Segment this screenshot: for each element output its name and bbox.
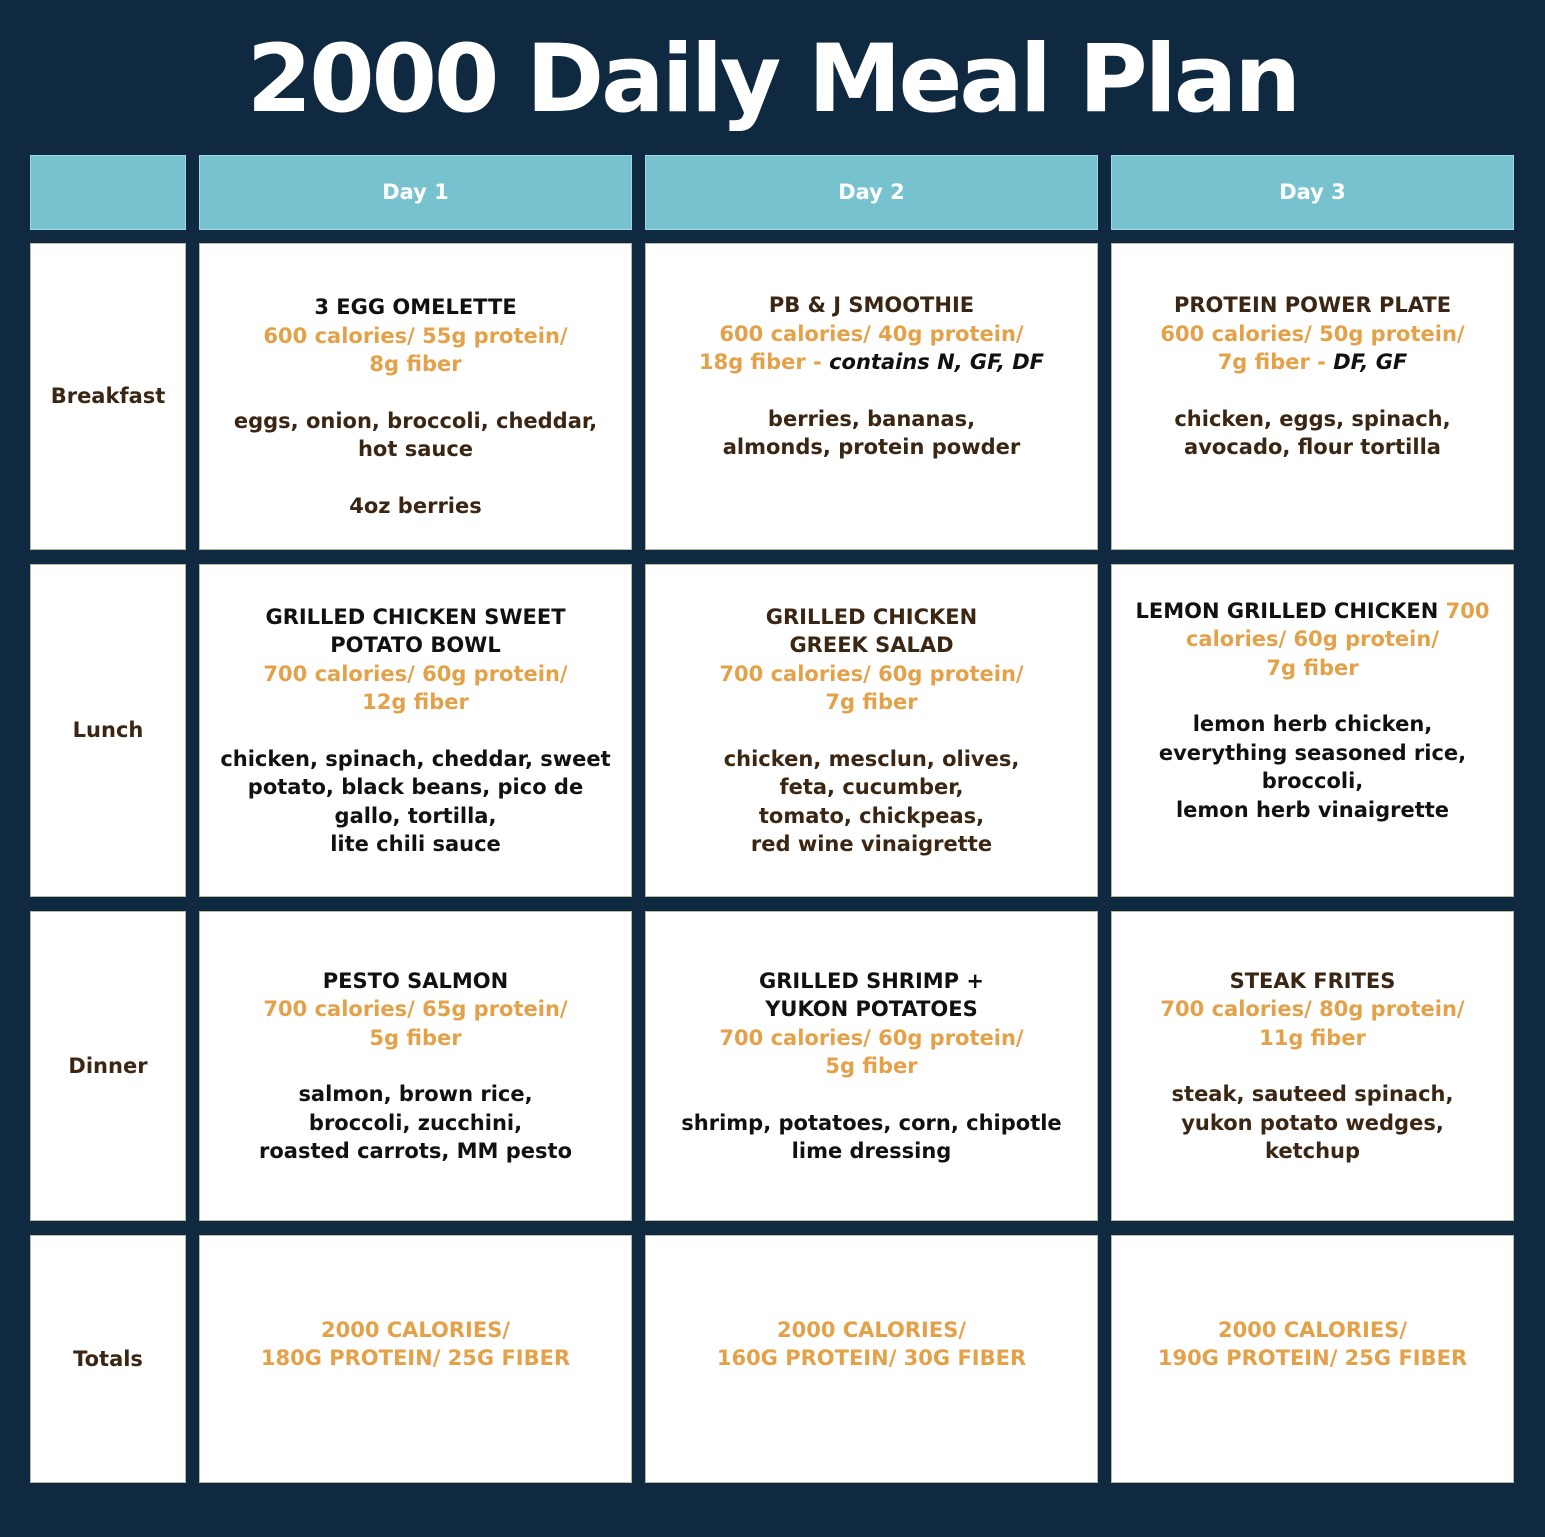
meal-ingredients-line: chicken, eggs, spinach, [1174,406,1451,431]
header-day-2 [645,155,1098,230]
meal-ingredients-line: ketchup [1264,1139,1361,1163]
meal-ingredients-line: lemon herb chicken, [1192,712,1433,737]
header-day-3-label: Day 3 [1279,180,1346,205]
totals-day-1-cell [199,1235,632,1483]
meal-ingredients-line: broccoli, [1261,769,1364,794]
meal-name: GRILLED SHRIMP + [759,968,984,993]
totals-day-3-cell [1111,1235,1514,1483]
dinner-day-3-cell [1111,911,1514,1221]
meal-stats-line: calories/ 60g protein/ [1185,627,1439,652]
meal-ingredients-line: roasted carrots, MM pesto [258,1139,572,1163]
meal-ingredients-line: almonds, protein powder [722,435,1021,460]
meal-ingredients-line: chicken, mesclun, olives, [723,746,1020,771]
row-label-dinner-text: Dinner [68,1053,148,1078]
totals-line: 2000 CALORIES/ [1217,1317,1408,1342]
meal-name: STEAK FRITES [1229,968,1396,993]
header-day-1 [199,155,632,230]
meal-stats-line: 5g fiber [825,1054,918,1078]
meal-stats-line: 700 calories/ 60g protein/ [719,661,1024,686]
meal-stats-line: 5g fiber [369,1025,462,1050]
meal-ingredients-line: lite chili sauce [330,832,501,856]
row-label-lunch-text: Lunch [72,718,144,743]
meal-stats-line: 700 calories/ 60g protein/ [263,661,568,686]
breakfast-day-1-cell [199,243,632,550]
meal-ingredients-line: lime dressing [791,1139,952,1163]
totals-line: 2000 CALORIES/ [776,1317,967,1342]
meal-stats-line: 600 calories/ 55g protein/ [263,323,568,348]
header-day-2-label: Day 2 [838,180,905,205]
meal-name: GRILLED CHICKEN SWEET [265,604,566,629]
meal-stats-line: 700 calories/ 80g protein/ [1160,997,1465,1021]
meal-name: PB & J SMOOTHIE [768,293,975,318]
totals-line: 2000 CALORIES/ [320,1317,511,1342]
meal-ingredients-line: shrimp, potatoes, corn, chipotle [681,1110,1062,1135]
meal-ingredients-line: broccoli, zucchini, [308,1110,523,1135]
meal-stats-line: 12g fiber [362,690,469,714]
meal-ingredients-line: lemon herb vinaigrette [1175,797,1450,822]
meal-ingredients-line: potato, black beans, pico de [247,775,584,799]
page-title: 2000 Daily Meal Plan [246,25,1299,134]
header-corner-cell [30,155,186,230]
totals-line: 180G PROTEIN/ 25G FIBER [260,1346,571,1370]
meal-ingredients-line: eggs, onion, broccoli, cheddar, [233,408,598,433]
meal-extra: 4oz berries [349,493,482,518]
row-label-totals [30,1235,186,1483]
meal-diet-tags: contains N, GF, DF [829,350,1045,375]
meal-name: GRILLED CHICKEN [765,604,978,629]
row-label-totals-text: Totals [73,1346,143,1371]
header-day-3 [1111,155,1514,230]
meal-name: LEMON GRILLED CHICKEN [1135,598,1439,623]
meal-ingredients-line: gallo, tortilla, [334,803,497,828]
meal-ingredients-line: red wine vinaigrette [750,832,993,856]
row-label-breakfast [30,243,186,550]
meal-ingredients-line: avocado, flour tortilla [1184,435,1441,460]
meal-stats-line: 7g fiber - [1217,350,1326,375]
meal-name: YUKON POTATOES [765,997,978,1021]
meal-stats-line: 700 [1445,598,1490,623]
meal-stats-line: 8g fiber [369,352,462,376]
lunch-day-2-cell [645,564,1098,897]
lunch-day-1-cell [199,564,632,897]
breakfast-day-3-cell [1111,243,1514,550]
meal-ingredients-line: feta, cucumber, [779,775,964,799]
meal-stats-line: 18g fiber - [698,350,822,375]
meal-ingredients-line: steak, sauteed spinach, [1171,1082,1454,1106]
dinner-day-1-cell [199,911,632,1221]
header-day-1-label: Day 1 [382,180,449,205]
lunch-day-3-cell [1111,564,1514,897]
meal-stats-line: 600 calories/ 40g protein/ [719,321,1024,346]
meal-ingredients-line: hot sauce [357,437,474,461]
meal-ingredients-line: chicken, spinach, cheddar, sweet [220,746,611,771]
meal-ingredients-line: yukon potato wedges, [1181,1110,1444,1135]
meal-ingredients-line: salmon, brown rice, [298,1082,533,1106]
meal-diet-tags: DF, GF [1333,350,1408,375]
row-label-lunch [30,564,186,897]
dinner-day-2-cell [645,911,1098,1221]
breakfast-day-2-cell [645,243,1098,550]
meal-stats-line: 700 calories/ 60g protein/ [719,1025,1024,1050]
meal-name: 3 EGG OMELETTE [314,295,517,319]
meal-stats-line: 7g fiber [825,690,918,714]
meal-name: GREEK SALAD [789,633,954,657]
meal-stats-line: 600 calories/ 50g protein/ [1160,321,1465,346]
meal-ingredients-line: berries, bananas, [767,406,976,431]
row-label-dinner [30,911,186,1221]
meal-stats-line: 700 calories/ 65g protein/ [263,997,568,1021]
meal-name: POTATO BOWL [330,633,501,657]
meal-stats-line: 7g fiber [1266,655,1359,680]
meal-ingredients-line: tomato, chickpeas, [758,803,985,828]
totals-line: 160G PROTEIN/ 30G FIBER [716,1346,1027,1370]
meal-stats-line: 11g fiber [1259,1025,1366,1050]
row-label-breakfast-text: Breakfast [50,384,166,409]
meal-name: PROTEIN POWER PLATE [1173,293,1452,318]
meal-name: PESTO SALMON [322,968,509,993]
totals-line: 190G PROTEIN/ 25G FIBER [1157,1346,1468,1370]
totals-day-2-cell [645,1235,1098,1483]
meal-ingredients-line: everything seasoned rice, [1158,740,1467,765]
